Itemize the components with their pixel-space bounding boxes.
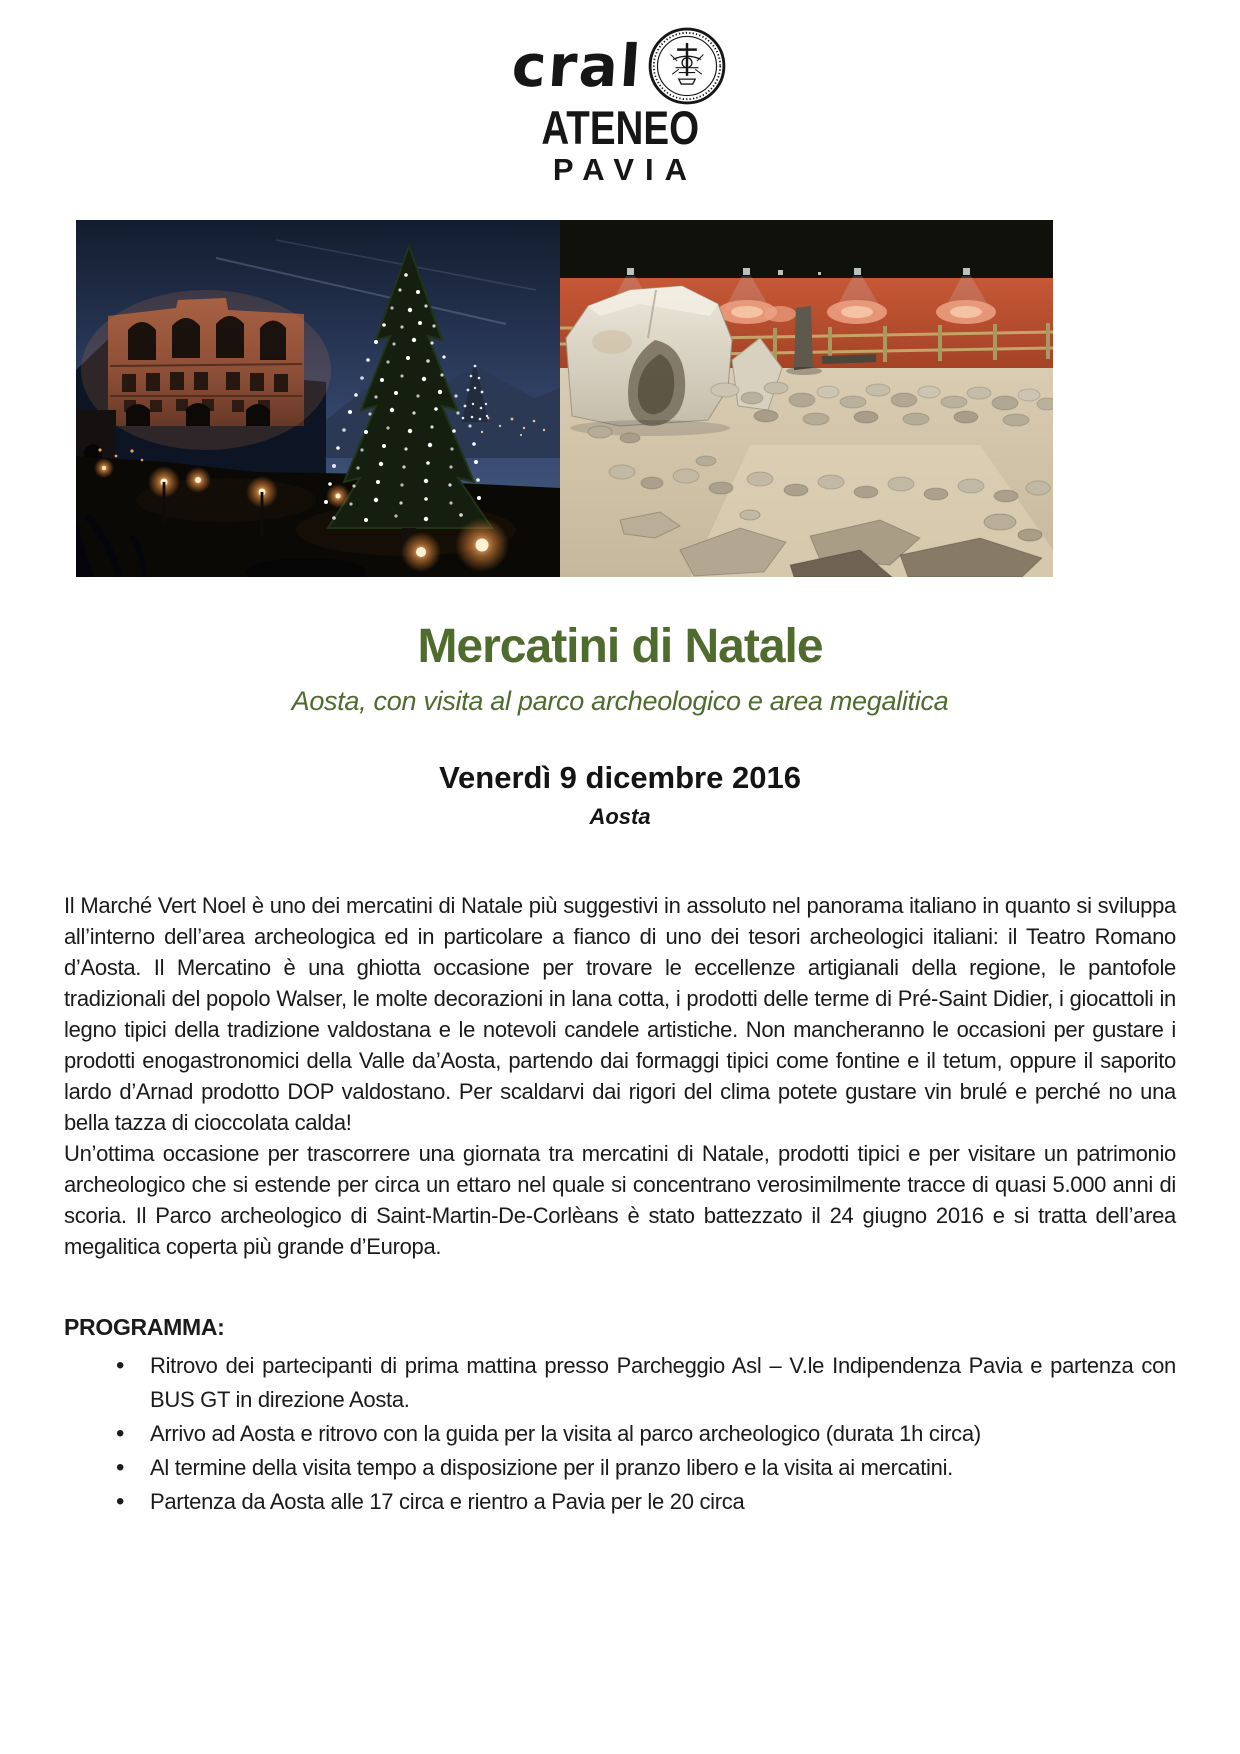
list-item-text: Al termine della visita tempo a disposizione per il pranzo libero e la visita ai mercatini. [150,1454,953,1480]
university-seal-icon [646,25,728,107]
programma-heading: PROGRAMMA: [64,1313,225,1340]
page-subtitle: Aosta, con visita al parco archeologico e area megalitica [291,685,949,716]
logo-top-row [509,22,728,110]
bullet-icon [114,1451,150,1485]
cral-ateneo-pavia-logo [0,0,1240,185]
page-title: Mercatini di Natale [417,619,823,673]
megalithic-area-indoor-photo [560,220,1053,577]
aosta-roman-theatre-christmas-night-photo [76,220,560,577]
list-item-text: Partenza da Aosta alle 17 circa e rientro a Pavia per le 20 circa [150,1488,745,1514]
list-item-text: Arrivo ad Aosta e ritrovo con la guida per la visita al parco archeologico (durata 1h circa) [150,1420,981,1446]
body-paragraph-2: Un’ottima occasione per trascorrere una giornata tra mercatini di Natale, prodotti tipici e per visitare un patrimonio archeologico che si estende per circa un ettaro nel quale si concentrano verosimilmente tracce di quasi 5.000 anni di scoria. Il Parco archeologico di Saint-Martin-De-Corlèans è stato battezzato il 24 giugno 2016 e si tratta dell’area megalitica coperta più grande d’Europa. [64,1140,1176,1259]
list-item [114,1485,1176,1519]
bullet-icon [114,1417,150,1451]
list-item [114,1417,1176,1451]
programma-list [0,1349,1176,1519]
photo-strip [76,220,1053,577]
event-date: Venerdì 9 dicembre 2016 [439,760,801,796]
logo-pavia-text: PAVIA [552,151,699,187]
list-item-text: Ritrovo dei partecipanti di prima mattina presso Parcheggio Asl – V.le Indipendenza Pavia e partenza con BUS GT in direzione Aosta. [150,1352,1176,1412]
logo-ateneo-text: ATENEO [541,101,699,154]
list-item [114,1349,1176,1417]
logo-script-text: cral [509,32,645,100]
bullet-icon [114,1485,150,1519]
list-item [114,1451,1176,1485]
body-text [64,890,1176,1262]
event-place: Aosta [589,804,651,830]
body-paragraph-1: Il Marché Vert Noel è uno dei mercatini di Natale più suggestivi in assoluto nel panorama italiano in quanto si sviluppa all’interno dell’area archeologica ed in particolare a fianco di uno dei tesori archeologici italiani: il Teatro Romano d’Aosta. Il Mercatino è una ghiotta occasione per trovare le eccellenze artigianali della regione, le pantofole tradizionali del popolo Walser, le molte decorazioni in lana cotta, i prodotti delle terme di Pré-Saint Didier, i giocattoli in legno tipici della tradizione valdostana e le notevoli candele artistiche. Non mancheranno le occasioni per gustare i prodotti enogastronomici della Valle da’Aosta, partendo dai formaggi tipici come fontine e il tetum, oppure il saporito lardo d’Arnad prodotto DOP valdostano. Per scaldarvi dai rigori del clima potete gustare vin brulé e perché no una bella tazza di cioccolata calda! [64,892,1176,1135]
bullet-icon [114,1349,150,1417]
roman-theatre-facade [81,290,331,450]
